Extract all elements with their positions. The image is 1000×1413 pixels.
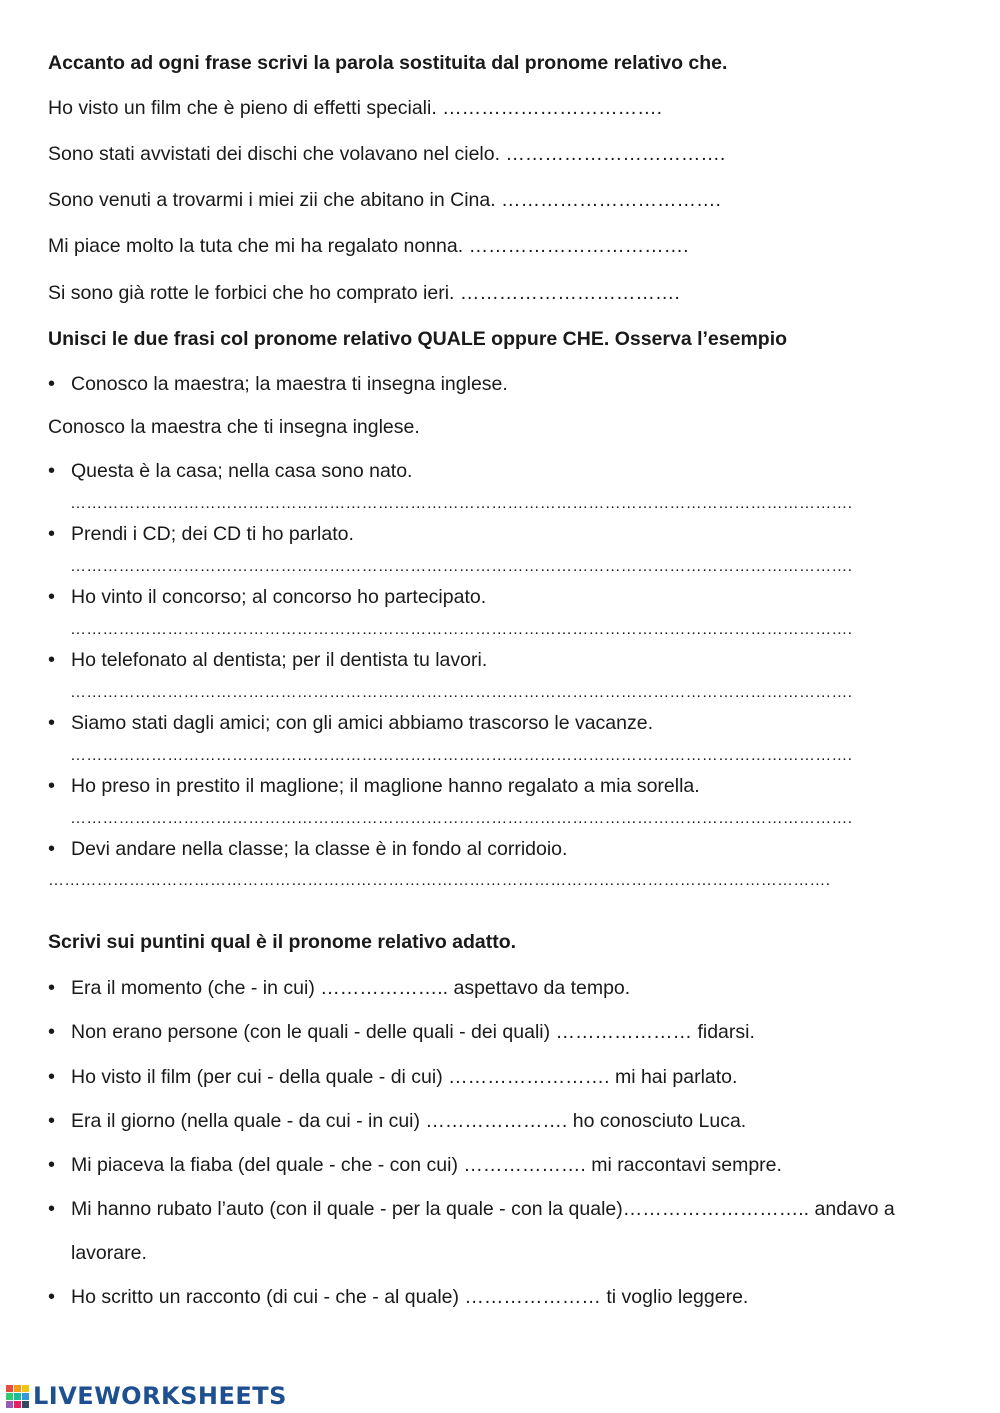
section3-item-1: • Era il momento (che - in cui) ……………….. aspettavo da tempo. [48,977,631,999]
logo-cell [14,1393,21,1400]
section2-title: Unisci le due frasi col pronome relativo QUALE oppure CHE. Osserva l’esempio [48,328,788,350]
logo-cell [22,1401,29,1408]
bullet-icon: • [48,586,56,608]
logo-cell [6,1393,13,1400]
section3-item-4: • Era il giorno (nella quale - da cui - in cui) …………………. ho conosciuto Luca. [48,1110,747,1132]
section2-item-2: • Prendi i CD; dei CD ti ho parlato. [48,523,354,545]
logo-cell [6,1401,13,1408]
logo-cell [22,1393,29,1400]
answer-line-6[interactable]: ………………………………………………………………………………………………………………………………. [70,810,853,827]
logo-cell [14,1385,21,1392]
answer-line-3[interactable]: ………………………………………………………………………………………………………………………………. [70,621,853,638]
bullet-icon: • [48,838,56,860]
section2-example: • Conosco la maestra; la maestra ti insegna inglese. [48,373,508,395]
bullet-icon: • [48,977,56,999]
bullet-icon: • [48,1154,56,1176]
bullet-icon: • [48,1198,56,1220]
section1-item-3: Sono venuti a trovarmi i miei zii che abitano in Cina. ……………………………. [48,189,721,211]
bullet-icon: • [48,1021,56,1043]
bullet-icon: • [48,1286,56,1308]
section2-item-6: • Ho preso in prestito il maglione; il maglione hanno regalato a mia sorella. [48,775,700,797]
bullet-icon: • [48,460,56,482]
bullet-icon: • [48,1066,56,1088]
section3-item-5: • Mi piaceva la fiaba (del quale - che - con cui) ………………. mi raccontavi sempre. [48,1154,782,1176]
bullet-icon: • [48,775,56,797]
bullet-icon: • [48,649,56,671]
logo-cell [22,1385,29,1392]
section1-item-4: Mi piace molto la tuta che mi ha regalato nonna. ……………………………. [48,235,689,257]
section3-item-7: • Ho scritto un racconto (di cui - che - al quale) ………………… ti voglio leggere. [48,1286,749,1308]
bullet-icon: • [48,1110,56,1132]
section1-item-1: Ho visto un film che è pieno di effetti speciali. ……………………………. [48,97,663,119]
brand-name: LIVEWORKSHEETS [33,1382,287,1410]
section1-item-5: Si sono già rotte le forbici che ho comprato ieri. ……………………………. [48,282,680,304]
section2-item-1: • Questa è la casa; nella casa sono nato. [48,460,413,482]
logo-cell [14,1401,21,1408]
section3-item-2: • Non erano persone (con le quali - delle quali - dei quali) ………………… fidarsi. [48,1021,755,1043]
bullet-icon: • [48,373,56,395]
section2-example-answer: Conosco la maestra che ti insegna inglese. [48,416,420,438]
answer-line-2[interactable]: ………………………………………………………………………………………………………………………………. [70,558,853,575]
answer-line-1[interactable]: ………………………………………………………………………………………………………………………………. [70,495,853,512]
answer-line-4[interactable]: ………………………………………………………………………………………………………………………………. [70,684,853,701]
section3-title: Scrivi sui puntini qual è il pronome relativo adatto. [48,931,517,953]
bullet-icon: • [48,712,56,734]
section1-item-2: Sono stati avvistati dei dischi che volavano nel cielo. ……………………………. [48,143,726,165]
section3-item-3: • Ho visto il film (per cui - della quale - di cui) ……………………. mi hai parlato. [48,1066,738,1088]
section2-item-4: • Ho telefonato al dentista; per il dentista tu lavori. [48,649,488,671]
logo-grid-icon [6,1385,29,1408]
liveworksheets-logo [6,1382,287,1410]
section3-item-6-continuation: lavorare. [71,1242,147,1264]
section2-item-7: • Devi andare nella classe; la classe è in fondo al corridoio. [48,838,568,860]
section3-item-6: • Mi hanno rubato l’auto (con il quale - per la quale - con la quale)……………………….. andavo a [48,1198,895,1220]
answer-line-7[interactable]: ………………………………………………………………………………………………………………………………. [48,872,831,889]
section2-item-5: • Siamo stati dagli amici; con gli amici abbiamo trascorso le vacanze. [48,712,654,734]
section2-item-3: • Ho vinto il concorso; al concorso ho partecipato. [48,586,487,608]
bullet-icon: • [48,523,56,545]
answer-line-5[interactable]: ………………………………………………………………………………………………………………………………. [70,747,853,764]
section1-title: Accanto ad ogni frase scrivi la parola sostituita dal pronome relativo che. [48,52,728,74]
logo-cell [6,1385,13,1392]
